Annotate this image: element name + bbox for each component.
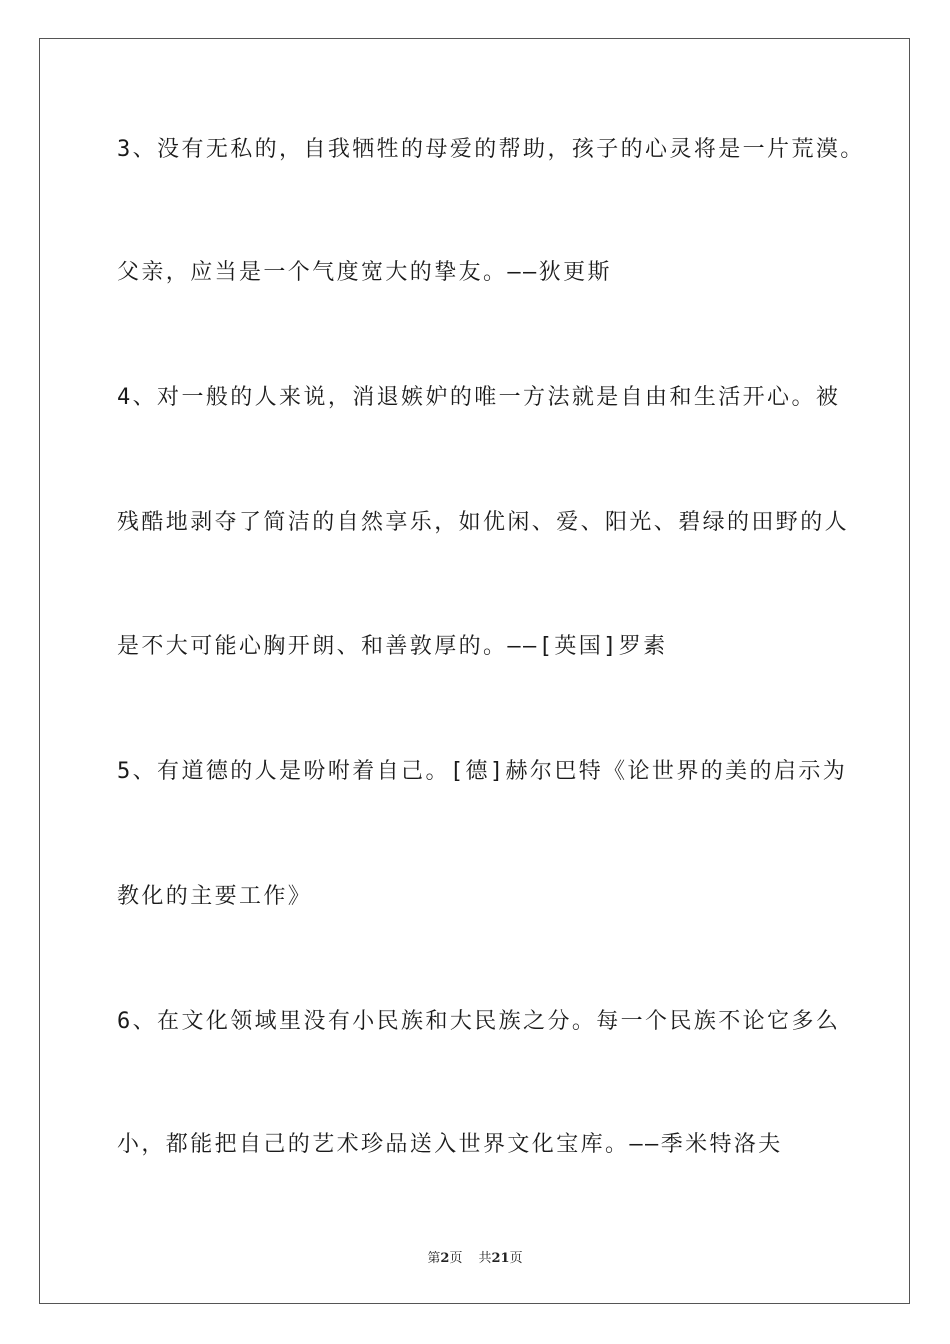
footer-page-prefix: 第 <box>427 1251 441 1266</box>
body-line-4: 残酷地剥夺了简洁的自然享乐，如优闲、爱、阳光、碧绿的田野的人 <box>117 510 850 535</box>
body-line-9: 小，都能把自己的艺术珍品送入世界文化宝库。——季米特洛夫 <box>117 1132 783 1157</box>
page-border <box>39 38 910 1304</box>
footer-total-suffix: 页 <box>509 1251 523 1266</box>
body-line-2: 父亲，应当是一个气度宽大的挚友。——狄更斯 <box>117 260 612 285</box>
body-line-1: 3、没有无私的，自我牺牲的母爱的帮助，孩子的心灵将是一片荒漠。 <box>117 137 865 162</box>
body-line-5: 是不大可能心胸开朗、和善敦厚的。——[英国]罗素 <box>117 634 668 659</box>
body-line-7: 教化的主要工作》 <box>117 884 313 909</box>
page-footer <box>0 1247 950 1266</box>
body-line-3: 4、对一般的人来说，消退嫉妒的唯一方法就是自由和生活开心。被 <box>117 385 841 410</box>
footer-page-suffix: 页 <box>449 1251 463 1266</box>
footer-total-prefix: 共 <box>478 1251 492 1266</box>
footer-page-total: 21 <box>491 1251 510 1266</box>
body-line-6: 5、有道德的人是吩咐着自己。[德]赫尔巴特《论世界的美的启示为 <box>117 759 848 784</box>
footer-page-current: 2 <box>440 1251 450 1266</box>
body-line-8: 6、在文化领域里没有小民族和大民族之分。每一个民族不论它多么 <box>117 1009 841 1034</box>
